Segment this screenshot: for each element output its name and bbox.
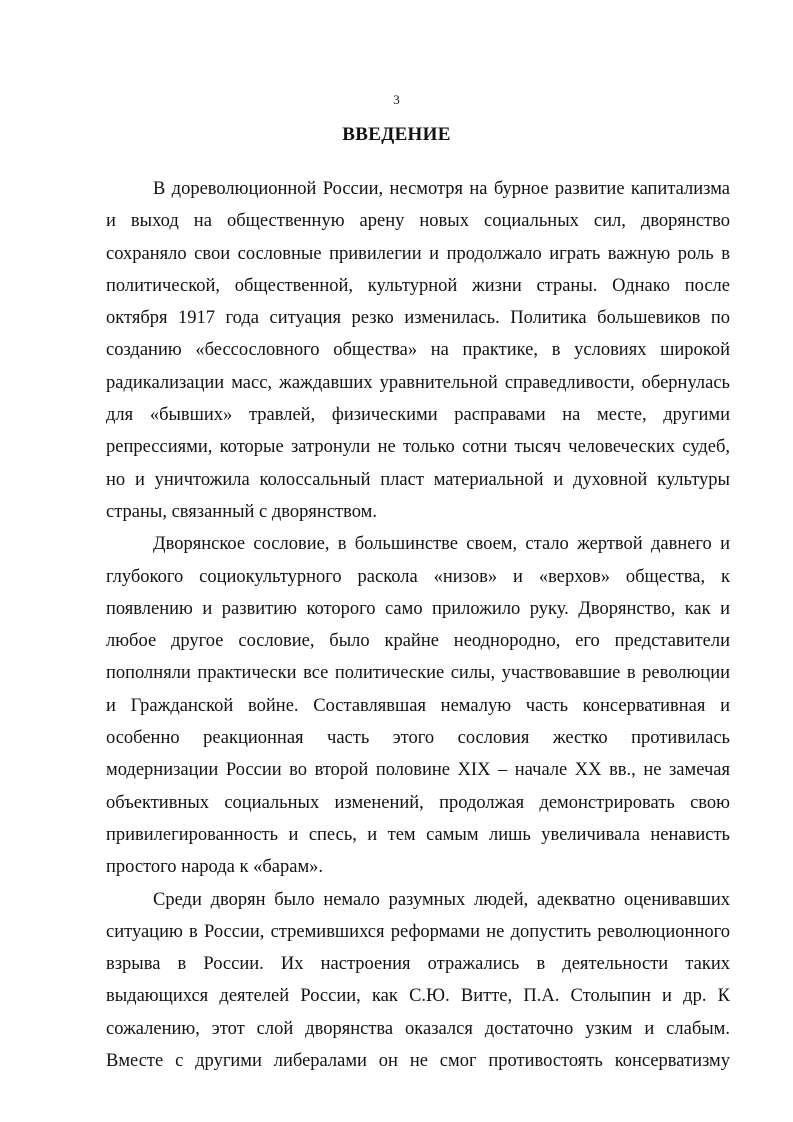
text-line: и Гражданской войне. Составлявшая немалую часть консервативная и (106, 695, 730, 716)
paragraph (106, 528, 730, 883)
page-number: 3 (393, 92, 400, 107)
text-line: политической, общественной, культурной жизни страны. Однако после (106, 275, 730, 296)
text-line: любое другое сословие, было крайне неоднородно, его представители (106, 631, 730, 652)
text-line: созданию «бессословного общества» на практике, в условиях широкой (106, 340, 730, 361)
text-line: сожалению, этот слой дворянства оказался достаточно узким и слабым. (106, 1018, 730, 1039)
text-line: ситуацию в России, стремившихся реформами не допустить революционного (106, 921, 730, 942)
text-line: В дореволюционной России, несмотря на бурное развитие капитализма (153, 179, 730, 199)
text-line: Среди дворян было немало разумных людей, адекватно оценивавших (153, 889, 730, 910)
text-line: объективных социальных изменений, продолжая демонстрировать свою (106, 792, 730, 813)
text-line: глубокого социокультурного раскола «низов» и «верхов» общества, к (106, 566, 730, 587)
text-line: пополняли практически все политические силы, участвовавшие в революции (106, 663, 730, 684)
text-line: страны, связанный с дворянством. (106, 501, 377, 522)
text-line: для «бывших» травлей, физическими расправами на месте, другими (106, 405, 730, 426)
text-line: но и уничтожила колоссальный пласт материальной и духовной культуры (106, 469, 730, 490)
text-line: модернизации России во второй половине XIX – начале XX вв., не замечая (106, 760, 730, 781)
body-text (106, 173, 730, 1077)
text-line: простого народа к «барам». (106, 857, 324, 878)
text-line: выдающихся деятелей России, как С.Ю. Витте, П.А. Столыпин и др. К (106, 986, 730, 1007)
text-line: октября 1917 года ситуация резко изменилась. Политика большевиков по (106, 308, 730, 329)
text-line: репрессиями, которые затронули не только сотни тысяч человеческих судеб, (106, 437, 730, 458)
paragraph (106, 884, 730, 1078)
paragraph (106, 173, 730, 528)
text-line: появлению и развитию которого само приложило руку. Дворянство, как и (106, 598, 730, 619)
text-line: взрыва в России. Их настроения отражались в деятельности таких (106, 954, 730, 975)
text-line: сохраняло свои сословные привилегии и продолжало играть важную роль в (106, 243, 730, 264)
section-heading: ВВЕДЕНИЕ (342, 124, 451, 145)
text-line: и выход на общественную арену новых социальных сил, дворянство (106, 211, 730, 232)
text-line: радикализации масс, жаждавших уравнительной справедливости, обернулась (106, 372, 730, 393)
text-line: особенно реакционная часть этого сословия жестко противилась (106, 728, 730, 749)
text-line: Дворянское сословие, в большинстве своем, стало жертвой давнего и (153, 534, 730, 555)
text-line: привилегированность и спесь, и тем самым лишь увеличивала ненависть (106, 824, 730, 845)
text-line: Вместе с другими либералами он не смог противостоять консерватизму (106, 1051, 730, 1072)
